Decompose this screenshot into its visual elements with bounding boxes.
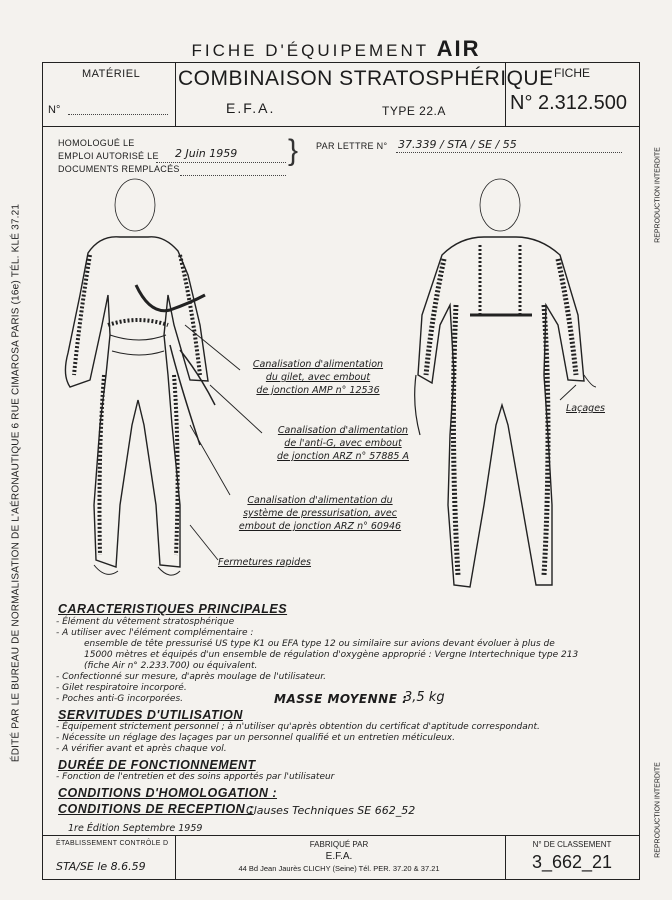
documents-label: DOCUMENTS REMPLACÉS: [58, 164, 180, 174]
type-designation: TYPE 22.A: [382, 104, 446, 118]
approval-brace: }: [288, 134, 299, 167]
callout-vest-line-1: Canalisation d'alimentation: [252, 359, 384, 370]
publisher-side-text: [4, 128, 28, 838]
char-item-8: - Poches anti-G incorporées.: [56, 694, 184, 704]
callout-antig-line-2: de l'anti-G, avec embout: [284, 438, 402, 449]
fabrique-name: E.F.A.: [325, 851, 353, 862]
approval-date: 2 Juin 1959: [175, 147, 238, 160]
char-item-4: 15000 mètres et équipés d'un ensemble de régulation d'oxygène approprié : Vergne Intertechnique type 213: [84, 650, 579, 660]
char-item-5: (fiche Air n° 2.233.700) ou équivalent.: [84, 661, 258, 671]
mass-value: 3,5 kg: [404, 690, 445, 705]
servitudes-list: [56, 722, 626, 755]
lettre-number: 37.339 / STA / SE / 55: [398, 138, 517, 151]
callout-vest-line-3: de jonction AMP n° 12536: [256, 385, 380, 396]
sheet-header: [0, 36, 672, 62]
callout-lacing: Laçages: [566, 403, 605, 414]
lettre-label: PAR LETTRE N°: [316, 141, 388, 151]
reproduction-notice-top: [650, 120, 666, 270]
serv-item-3: - A vérifier avant et après chaque vol.: [56, 744, 227, 754]
classement-label: N° DE CLASSEMENT: [532, 840, 612, 849]
serv-item-2: - Nécessite un réglage des laçages par un personnel qualifié et un entretien méticuleux.: [56, 733, 455, 743]
callout-antig-hose: [258, 424, 428, 463]
servitudes-title: SERVITUDES D'UTILISATION: [58, 708, 243, 722]
numero-line: [68, 114, 168, 115]
char-item-1: - Élément du vêtement stratosphérique: [56, 617, 235, 627]
controle-value: STA/SE le 8.6.59: [56, 860, 146, 873]
back-view-figure: [415, 179, 596, 587]
callout-antig-line-1: Canalisation d'alimentation: [277, 425, 409, 436]
reproduction-notice-bottom: [650, 760, 666, 860]
classement-value: 3_662_21: [531, 852, 613, 872]
duree-title: DURÉE DE FONCTIONNEMENT: [58, 758, 256, 772]
header-category: AIR: [436, 36, 481, 61]
emploi-label: EMPLOI AUTORISÉ LE: [58, 151, 159, 161]
mass-label: MASSE MOYENNE :: [274, 692, 408, 706]
controle-label: ÉTABLISSEMENT CONTRÔLE D: [56, 840, 169, 847]
callout-vest-line-2: du gilet, avec embout: [265, 372, 371, 383]
fiche-number: N° 2.312.500: [510, 92, 627, 114]
materiel-label: MATÉRIEL: [82, 68, 141, 80]
callout-press-line-2: système de pressurisation, avec: [243, 508, 397, 519]
reception-text: Clauses Techniques SE 662_52: [246, 804, 416, 817]
title-block-divider: [43, 126, 639, 127]
characteristics-title: CARACTERISTIQUES PRINCIPALES: [58, 602, 288, 616]
callout-vest-hose: [238, 358, 398, 397]
char-item-7: - Gilet respiratoire incorporé.: [56, 683, 187, 693]
numero-label: N°: [48, 104, 61, 116]
fiche-label: FICHE: [554, 66, 590, 80]
callout-press-line-3: embout de jonction ARZ n° 60946: [238, 521, 402, 532]
callout-antig-line-3: de jonction ARZ n° 57885 A: [277, 451, 409, 462]
manufacturer: E.F.A.: [226, 100, 276, 116]
reproduction-text-bottom: REPRODUCTION INTERDITE: [654, 762, 662, 858]
lettre-line: [396, 152, 622, 153]
materiel-column-divider: [175, 63, 176, 126]
duree-text: - Fonction de l'entretien et des soins apportés par l'utilisateur: [56, 772, 335, 782]
serv-item-1: - Équipement strictement personnel ; à n'utiliser qu'après obtention du certificat d'aptitude correspondant.: [56, 722, 540, 732]
footer-divider: [43, 835, 639, 836]
designation: COMBINAISON STRATOSPHÉRIQUE: [178, 67, 554, 90]
callout-fasteners: Fermetures rapides: [218, 557, 312, 568]
char-item-2: - A utiliser avec l'élément complémentaire :: [56, 628, 254, 638]
edition-text: 1re Édition Septembre 1959: [68, 823, 203, 834]
publisher-text: ÉDITÉ PAR LE BUREAU DE NORMALISATION DE L'AÉRONAUTIQUE 6 RUE CIMAROSA PARIS (16e) TÉL. KLÉ 37.21: [10, 203, 22, 763]
reproduction-text-top: REPRODUCTION INTERDITE: [654, 147, 662, 243]
fabrique-label: FABRIQUÉ PAR: [309, 840, 369, 849]
fabrique-address: 44 Bd Jean Jaurès CLICHY (Seine) Tél. PER. 37.20 & 37.21: [238, 864, 440, 873]
header-prefix: FICHE D'ÉQUIPEMENT: [191, 41, 429, 60]
char-item-3: ensemble de tête pressurisé US type K1 ou EFA type 12 ou similaire sur avions devant évoluer à plus de: [84, 639, 555, 649]
homologation-title: CONDITIONS D'HOMOLOGATION :: [58, 786, 278, 800]
emploi-line: [156, 162, 286, 163]
char-item-6: - Confectionné sur mesure, d'après moulage de l'utilisateur.: [56, 672, 327, 682]
reception-title: CONDITIONS DE RECEPTION :: [58, 802, 254, 816]
homologue-label: HOMOLOGUÉ LE: [58, 138, 135, 148]
callout-pressurisation-hose: [224, 494, 416, 533]
callout-press-line-1: Canalisation d'alimentation du: [247, 495, 393, 506]
